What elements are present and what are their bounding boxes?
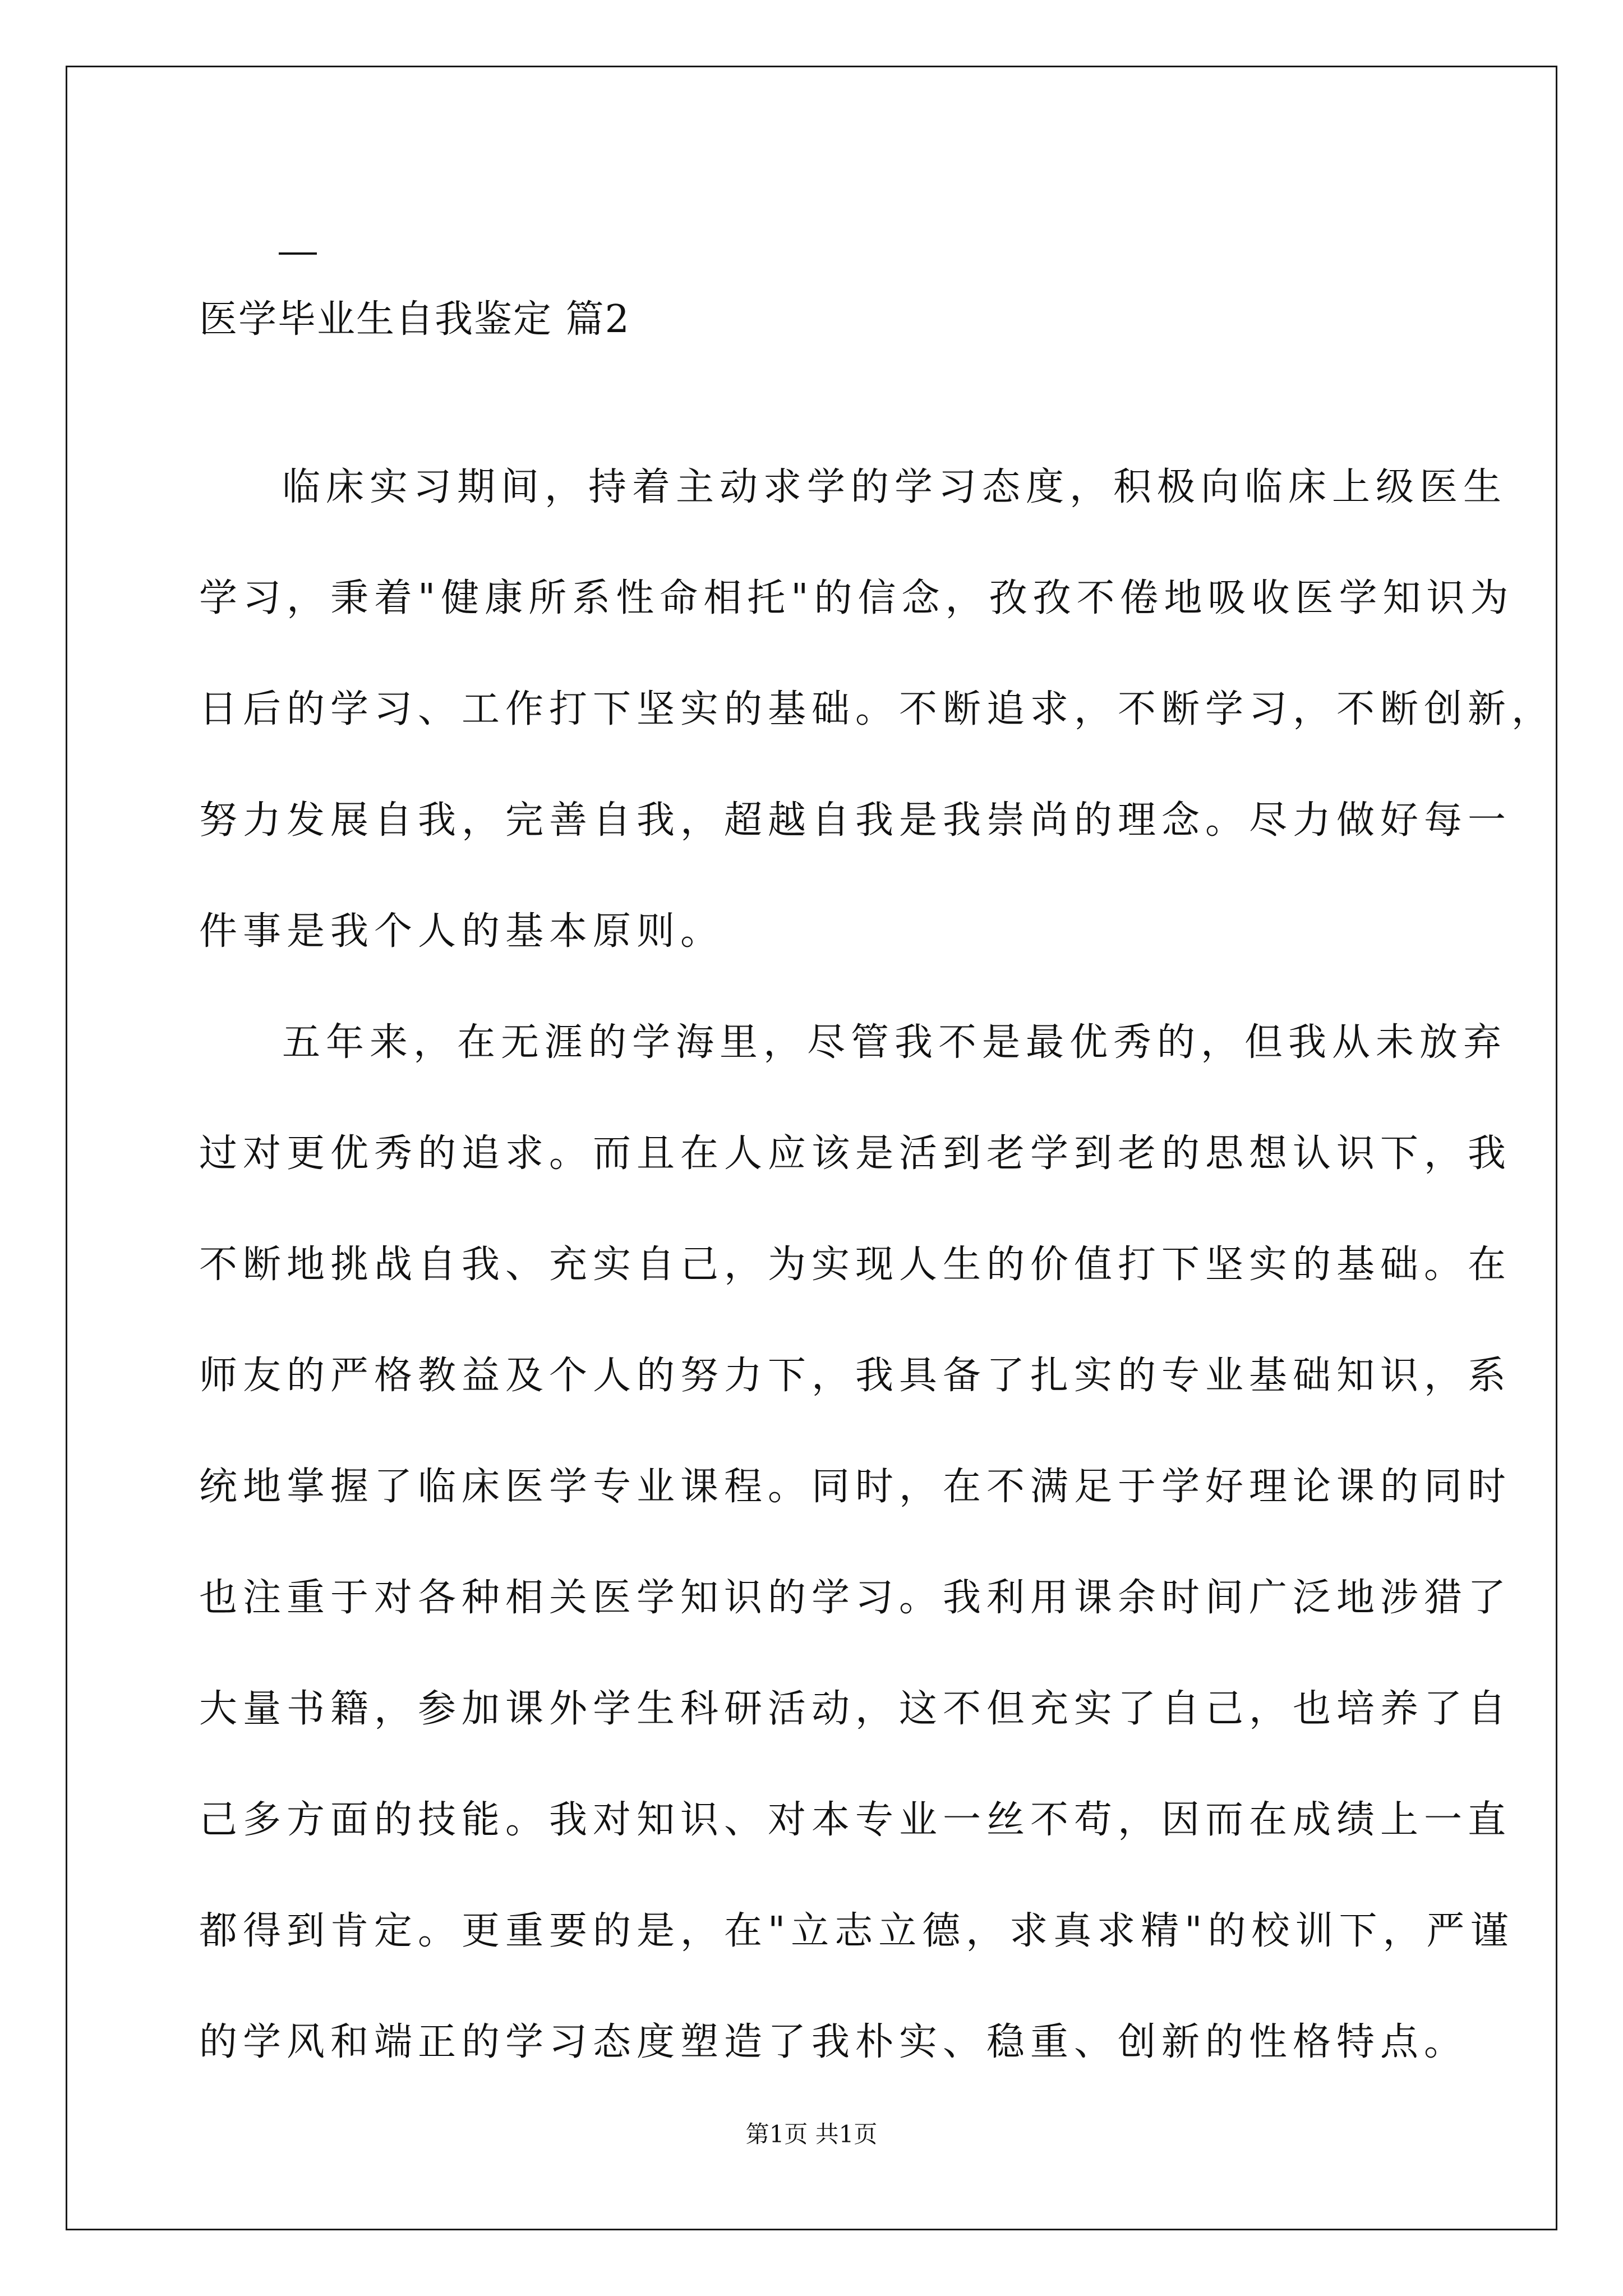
text-line: 过对更优秀的追求。而且在人应该是活到老学到老的思想认识下，我 <box>199 1131 1512 1176</box>
paragraph-2 <box>199 987 1514 2098</box>
text-line: 五年来，在无涯的学海里，尽管我不是最优秀的，但我从未放弃 <box>282 1020 1507 1065</box>
text-line: 努力发展自我，完善自我，超越自我是我崇尚的理念。尽力做好每一 <box>199 798 1512 843</box>
document-body <box>199 432 1556 2098</box>
text-line: 临床实习期间，持着主动求学的学习态度，积极向临床上级医生 <box>282 465 1507 509</box>
text-line: 不断地挑战自我、充实自己，为实现人生的价值打下坚实的基础。在 <box>199 1243 1512 1287</box>
text-line: 件事是我个人的基本原则。 <box>199 909 725 954</box>
header-dash <box>279 252 317 255</box>
page-footer: 第1页 共1页 <box>745 2120 878 2148</box>
text-line: 统地掌握了临床医学专业课程。同时，在不满足于学好理论课的同时 <box>199 1465 1512 1509</box>
text-line: 学习，秉着"健康所系性命相托"的信念，孜孜不倦地吸收医学知识为 <box>199 576 1514 620</box>
text-line: 都得到肯定。更重要的是，在"立志立德，求真求精"的校训下，严谨 <box>199 1909 1514 1953</box>
document-title: 医学毕业生自我鉴定 篇2 <box>199 297 630 342</box>
text-line: 也注重于对各种相关医学知识的学习。我利用课余时间广泛地涉猎了 <box>199 1576 1512 1620</box>
paragraph-1 <box>199 432 1556 987</box>
text-line: 的学风和端正的学习态度塑造了我朴实、稳重、创新的性格特点。 <box>199 2020 1468 2064</box>
text-line: 己多方面的技能。我对知识、对本专业一丝不苟，因而在成绩上一直 <box>199 1798 1512 1842</box>
text-line: 师友的严格教益及个人的努力下，我具备了扎实的专业基础知识，系 <box>199 1354 1512 1398</box>
text-line: 大量书籍，参加课外学生科研活动，这不但充实了自己，也培养了自 <box>199 1687 1512 1731</box>
text-line: 日后的学习、工作打下坚实的基础。不断追求，不断学习，不断创新， <box>199 687 1556 731</box>
